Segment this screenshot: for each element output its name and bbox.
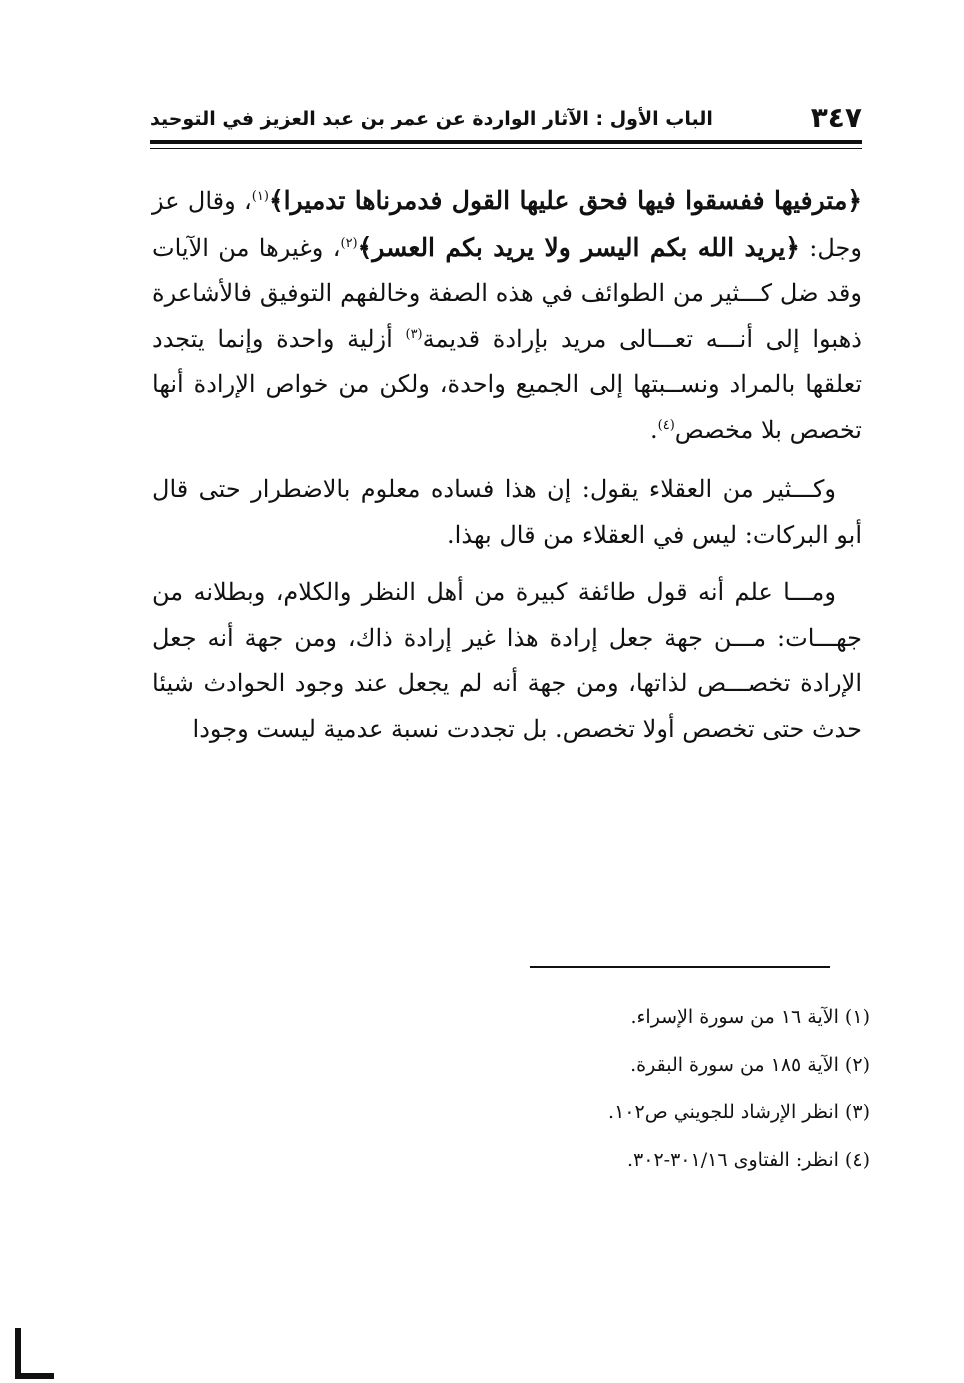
- header-rule-thick: [150, 140, 862, 144]
- quran-verse-2: يريد الله بكم اليسر ولا يريد بكم العسر: [372, 232, 786, 262]
- footnote-1: (١) الآية ١٦ من سورة الإسراء.: [630, 1006, 870, 1028]
- ornate-bracket-right-icon: ﴾: [268, 186, 284, 215]
- text-segment: .: [650, 415, 658, 444]
- scan-corner-mark: [14, 1328, 54, 1380]
- footnote-ref-3: (٣): [405, 326, 423, 342]
- text-segment: أزلية واحدة وإنما يتجدد تعلقها بالمراد ونســبتها إلى الجميع واحدة، ولكن من خواص الإرادة أنها تخصص بلا مخصص: [152, 324, 862, 444]
- footnote-3: (٣) انظر الإرشاد للجويني ص١٠٢.: [608, 1101, 870, 1123]
- paragraph-2: وكـــثير من العقلاء يقول: إن هذا فساده معلوم بالاضطرار حتى قال أبو البركات: ليس في العقلاء من قال بهذا.: [152, 475, 862, 549]
- text-segment: ، وقال عز وجل:: [152, 187, 862, 262]
- page-header: [150, 100, 862, 140]
- footnote-2: (٢) الآية ١٨٥ من سورة البقرة.: [630, 1053, 870, 1076]
- ornate-bracket-left-icon: ﴿: [785, 232, 800, 262]
- ornate-bracket-right-icon: ﴾: [357, 232, 373, 262]
- footnote-ref-1: (١): [251, 189, 269, 204]
- quran-verse-1: مترفيها ففسقوا فيها فحق عليها القول فدمرناها تدميرا: [283, 186, 848, 215]
- footnote-ref-2: (٢): [340, 235, 358, 251]
- running-title: الباب الأول : الآثار الواردة عن عمر بن عبد العزيز في التوحيد: [150, 108, 713, 130]
- footnotes: [300, 994, 870, 1184]
- footnote-ref-4: (٤): [657, 417, 675, 433]
- footnote-4: (٤) انظر: الفتاوى ٣٠١/١٦-٣٠٢.: [627, 1148, 870, 1171]
- footnote-separator: [530, 966, 830, 968]
- header-rule-thin: [150, 148, 862, 149]
- paragraph-3: ومـــا علم أنه قول طائفة كبيرة من أهل النظر والكلام، وبطلانه من جهـــات: مـــن جهة جعل إرادة هذا غير إرادة ذاك، ومن جهة أنه جعل الإرادة تخصـــص لذاتها، ومن جهة أنه لم يجعل عند وجود الحوادث شيئا حدث حتى تخصص أولا تخصص. بل تجددت نسبة عدمية ليست وجودا: [152, 578, 862, 743]
- page-number: ٣٤٧: [810, 101, 862, 134]
- main-text: [152, 178, 862, 764]
- text-segment: ، وغيرها من الآيات وقد ضل كـــثير من الطوائف في هذه الصفة وخالفهم التوفيق فالأشاعرة ذهبوا إلى أنـــه تعـــالى مريد بإرادة قديمة: [152, 233, 862, 353]
- ornate-bracket-left-icon: ﴿: [847, 186, 862, 215]
- paragraph-1: [152, 178, 862, 453]
